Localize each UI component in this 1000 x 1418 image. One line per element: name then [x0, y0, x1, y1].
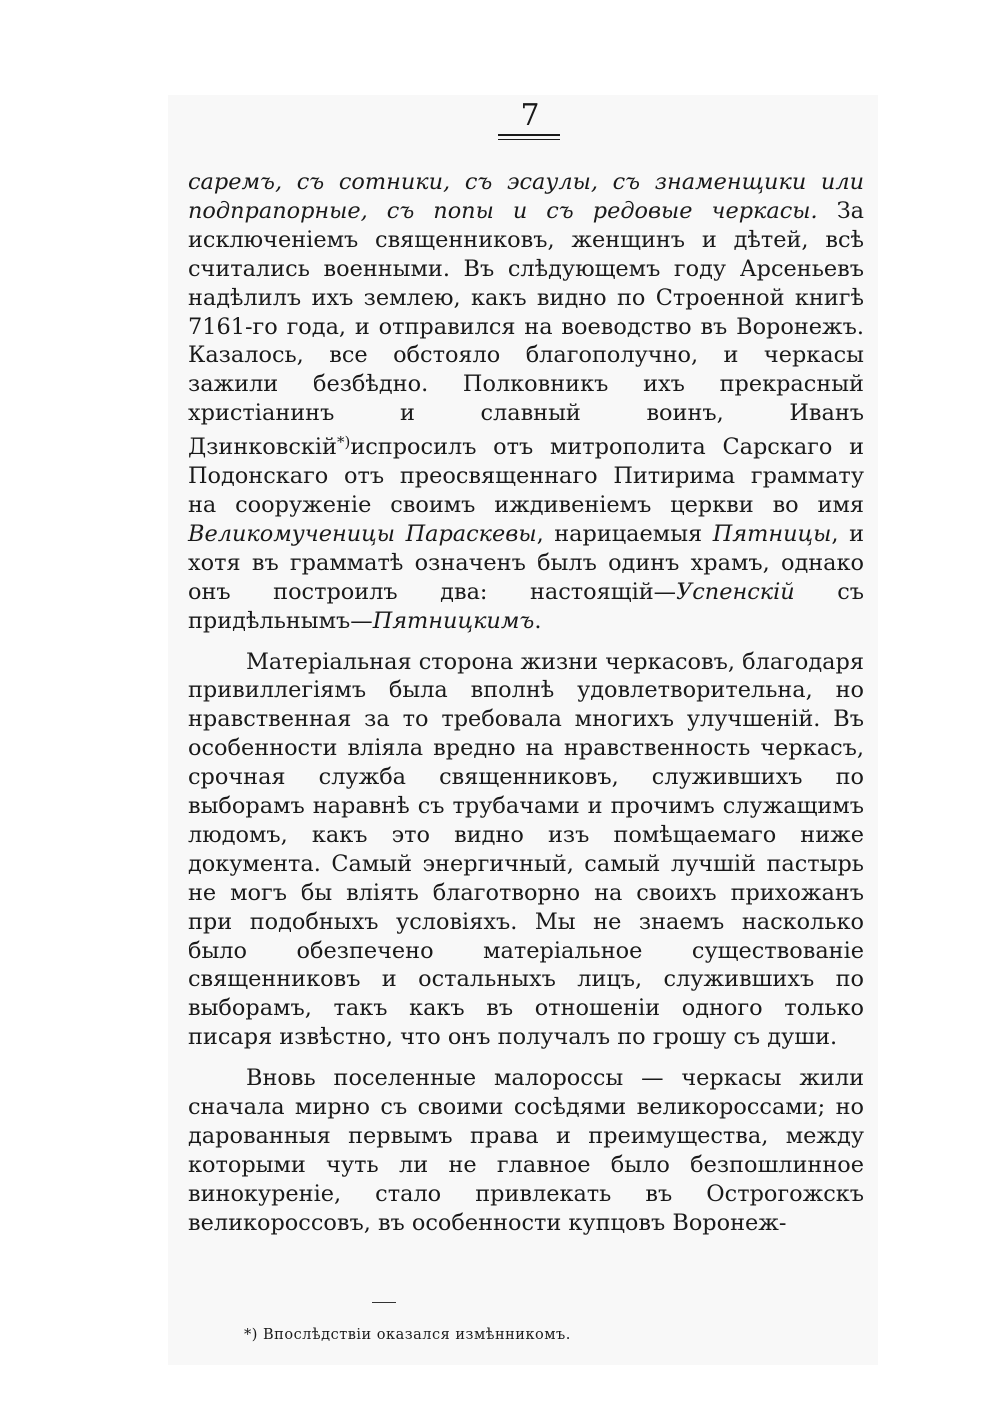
footnote-marker: *) [336, 433, 351, 452]
paragraph-3: Вновь поселенные малороссы — черкасы жили сначала мирно съ своими сосѣдями великороссами; но дарованныя первымъ права и преимущества, между которыми чуть ли не главное было безпошлинное винокуреніе, стало привлекать въ Острогожскъ великороссовъ, въ особенности купцовъ Воронеж- [188, 1065, 864, 1236]
body-text [188, 168, 864, 1238]
text-span: . [534, 607, 542, 634]
text-span: съ придѣльнымъ— [188, 578, 864, 634]
page-number-rule-2 [498, 139, 560, 140]
chapel-name: Пятницкимъ [372, 607, 535, 634]
paragraph-1 [188, 168, 864, 636]
saint-name-2: Пятницы [712, 520, 832, 547]
text-span: , нарицаемыя [536, 520, 703, 547]
saint-name: Великомученицы Параскевы [188, 520, 537, 547]
page-number-rule [498, 134, 560, 136]
page-number: 7 [520, 98, 540, 133]
text-span: , и хотя въ грамматѣ означенъ былъ одинъ храмъ, однако онъ построилъ два: настоящій— [188, 520, 864, 605]
footnote: *) Впослѣдствіи оказался измѣнникомъ. [244, 1327, 571, 1343]
footnote-rule [372, 1302, 396, 1303]
text-span: За исключеніемъ священниковъ, женщинъ и дѣтей, всѣ считались военными. Въ слѣдующемъ году Арсеньевъ надѣлилъ ихъ землею, какъ видно по Строенной книгѣ 7161-го года, и отправился на воеводство въ Воронежъ. Казалось, все обстояло благополучно, и черкасы зажили безбѣдно. Полковникъ ихъ прекрасный христіанинъ и славный воинъ, Иванъ Дзинковскій [188, 197, 864, 461]
paragraph-2: Матеріальная сторона жизни черкасовъ, благодаря привиллегіямъ была вполнѣ удовлетворительна, но нравственная за то требовала многихъ улучшеній. Въ особенности вліяла вредно на нравственность черкасъ, срочная служба священниковъ, служившихъ по выборамъ наравнѣ съ трубачами и прочимъ служащимъ людомъ, какъ это видно изъ помѣщаемаго ниже документа. Самый энергичный, самый лучшій пастырь не могъ бы вліять благотворно на своихъ прихожанъ при подобныхъ условіяхъ. Мы не знаемъ насколько было обезпечено матеріальное существованіе священниковъ и остальныхъ лицъ, служившихъ по выборамъ, такъ какъ въ отношеніи одного только писаря извѣстно, что онъ получалъ по грошу съ души. [188, 648, 864, 1051]
text-span: испросилъ отъ митрополита Сарскаго и Подонскаго отъ преосвященнаго Питирима граммату на сооруженіе своимъ иждивеніемъ церкви во имя [188, 434, 864, 518]
quoted-list: саремъ, съ сотники, съ эсаулы, съ знаменщики или подпрапорные, съ попы и съ редовые черкасы. [188, 169, 864, 224]
church-name: Успенскій [676, 578, 795, 605]
